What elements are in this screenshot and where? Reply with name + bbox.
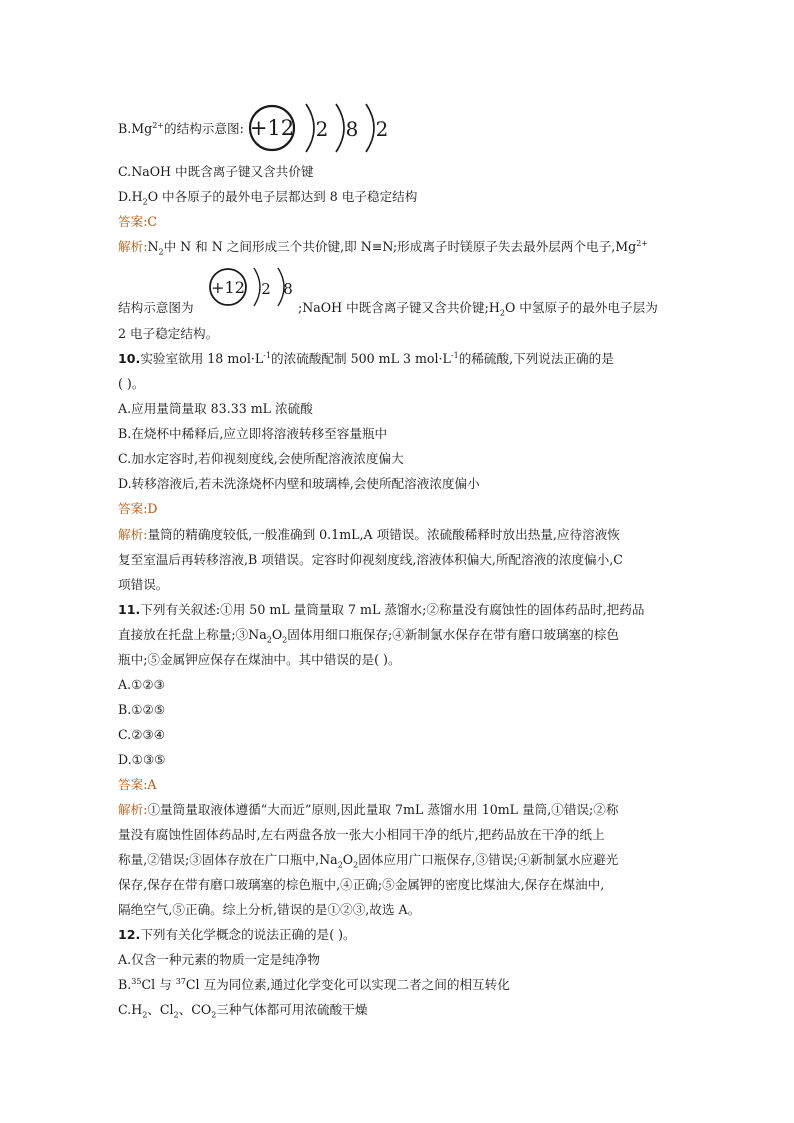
subscript: 2: [173, 1010, 179, 1020]
q12-option-c: [118, 1002, 367, 1018]
question-11-line3: 瓶中;⑤金属钾应保存在煤油中。其中错误的是( )。: [118, 652, 401, 667]
text: 的结构示意图:: [164, 121, 244, 136]
q11-option-a: A.①②③: [118, 677, 165, 692]
shell-electrons: 8: [283, 280, 293, 298]
subscript: 2: [142, 197, 148, 207]
superscript: -1: [450, 350, 459, 360]
text: 称量,②错误;③固体存放在广口瓶中,Na: [118, 852, 338, 867]
text: 的浓硫酸配制 500 mL 3 mol·L: [271, 351, 451, 366]
explanation-q9-line2b: [298, 300, 658, 316]
text: 实验室欲用 18 mol·L: [140, 351, 264, 366]
shell-arc: [306, 104, 314, 152]
explanation-q9-line1: [118, 239, 648, 255]
subscript: 2: [337, 860, 343, 870]
option-d-h2o: [118, 189, 417, 205]
q10-option-b: B.在烧杯中稀释后,应立即将溶液转移至容量瓶中: [118, 426, 388, 441]
explanation-q9-line2a: 结构示意图为: [118, 300, 194, 315]
superscript: 2+: [152, 120, 165, 130]
text: 下列有关叙述:①用 50 mL 量筒量取 7 mL 蒸馏水;②称量没有腐蚀性的固体药品时,把药品: [140, 602, 645, 617]
superscript: 2+: [636, 238, 648, 248]
text: O: [271, 627, 283, 642]
question-number: 11.: [118, 602, 141, 617]
question-10-paren: ( )。: [118, 376, 145, 391]
text: B.Mg: [118, 121, 153, 136]
text: 三种气体都可用浓硫酸干燥: [216, 1002, 368, 1017]
explanation-q10-line2: 复至室温后再转移溶液,B 项错误。定容时仰视刻度线,溶液体积偏大,所配溶液的浓度偏小,C: [118, 552, 623, 567]
text: 固体应用广口瓶保存,③错误;④新制氯水应避光: [358, 852, 619, 867]
explanation-q9-line3: 2 电子稳定结构。: [118, 326, 219, 341]
subscript: 2: [499, 308, 505, 318]
subscript: 2: [266, 635, 272, 645]
text: 、Cl: [147, 1002, 174, 1017]
option-b-mg: [118, 121, 244, 137]
shell-arc: [336, 104, 344, 152]
text: 量筒的精确度较低,一般准确到 0.1mL,A 项错误。浓硫酸稀释时放出热量,应待溶液恢: [147, 527, 620, 542]
shell-electrons: 2: [261, 280, 271, 298]
text: O 中各原子的最外电子层都达到 8 电子稳定结构: [147, 189, 418, 204]
subscript: 2: [353, 860, 359, 870]
text: 下列有关化学概念的说法正确的是( )。: [140, 927, 356, 942]
text: O: [342, 852, 354, 867]
text: 固体用细口瓶保存;④新制氯水保存在带有磨口玻璃塞的棕色: [287, 627, 619, 642]
q11-option-b: B.①②⑤: [118, 702, 166, 717]
explanation-q10-line1: [118, 527, 620, 543]
nucleus-charge: +12: [249, 116, 295, 140]
subscript: 2: [158, 247, 164, 257]
question-12-stem: [118, 927, 356, 943]
text: O 中氢原子的最外电子层为: [504, 300, 658, 315]
text: C.H: [118, 1002, 143, 1017]
explanation-label: 解析:: [118, 239, 148, 254]
text: 、CO: [178, 1002, 212, 1017]
shell-electrons: 2: [315, 117, 329, 141]
superscript: 37: [175, 976, 186, 986]
subscript: 2: [211, 1010, 217, 1020]
mg-ion-structure-diagram: [248, 100, 398, 156]
q10-option-d: D.转移溶液后,若未洗涤烧杯内壁和玻璃棒,会使所配溶液浓度偏小: [118, 476, 480, 491]
text: D.H: [118, 189, 143, 204]
explanation-label: 解析:: [118, 802, 148, 817]
shell-electrons: 8: [345, 117, 359, 141]
question-number: 10.: [118, 351, 141, 366]
shell-arc: [366, 104, 374, 152]
text: ;NaOH 中既含离子键又含共价键;H: [298, 300, 500, 315]
text: 的稀硫酸,下列说法正确的是: [458, 351, 614, 366]
answer-q10: 答案:D: [118, 501, 158, 516]
option-c-naoh: C.NaOH 中既含离子键又含共价键: [118, 164, 314, 179]
q10-option-a: A.应用量筒量取 83.33 mL 浓硫酸: [118, 401, 313, 416]
text: Cl 与: [141, 977, 172, 992]
question-11-line2: [118, 627, 619, 643]
explanation-q11-line4: 保存,保存在带有磨口玻璃塞的棕色瓶中,④正确;⑤金属钾的密度比煤油大,保存在煤油中,: [118, 877, 605, 892]
q12-option-b: [118, 977, 510, 993]
explanation-q11-line3: [118, 852, 618, 868]
text: N: [147, 239, 159, 254]
question-11-line1: [118, 602, 644, 618]
text: 中 N 和 N 之间形成三个共价键,即 N≡N;形成离子时镁原子失去最外层两个电子,Mg: [163, 239, 637, 254]
subscript: 2: [142, 1010, 148, 1020]
shell-arc: [254, 268, 260, 306]
explanation-q11-line5: 隔绝空气,⑤正确。综上分析,错误的是①②③,故选 A。: [118, 902, 421, 917]
explanation-q10-line3: 项错误。: [118, 577, 169, 592]
q12-option-a: A.仅含一种元素的物质一定是纯净物: [118, 952, 321, 967]
explanation-q11-line2: 量没有腐蚀性固体药品时,左右两盘各放一张大小相同干净的纸片,把药品放在干净的纸上: [118, 827, 605, 842]
superscript: -1: [263, 350, 272, 360]
explanation-q11-line1: [118, 802, 618, 818]
text: ①量筒量取液体遵循“大而近”原则,因此量取 7mL 蒸馏水用 10mL 量筒,①错误;②称: [147, 802, 619, 817]
explanation-label: 解析:: [118, 527, 148, 542]
question-10-stem: [118, 351, 614, 367]
subscript: 2: [282, 635, 288, 645]
text: 直接放在托盘上称量;③Na: [118, 627, 267, 642]
mg-ion-structure-diagram-small: [208, 264, 298, 310]
text: B.: [118, 977, 132, 992]
q11-option-c: C.②③④: [118, 727, 166, 742]
nucleus-charge: +12: [211, 278, 245, 297]
answer-q9: 答案:C: [118, 214, 158, 229]
text: Cl 互为同位素,通过化学变化可以实现二者之间的相互转化: [185, 977, 510, 992]
shell-electrons: 2: [375, 117, 389, 141]
superscript: 35: [131, 976, 142, 986]
question-number: 12.: [118, 927, 141, 942]
q11-option-d: D.①③⑤: [118, 752, 166, 767]
q10-option-c: C.加水定容时,若仰视刻度线,会使所配溶液浓度偏大: [118, 451, 404, 466]
answer-q11: 答案:A: [118, 777, 157, 792]
